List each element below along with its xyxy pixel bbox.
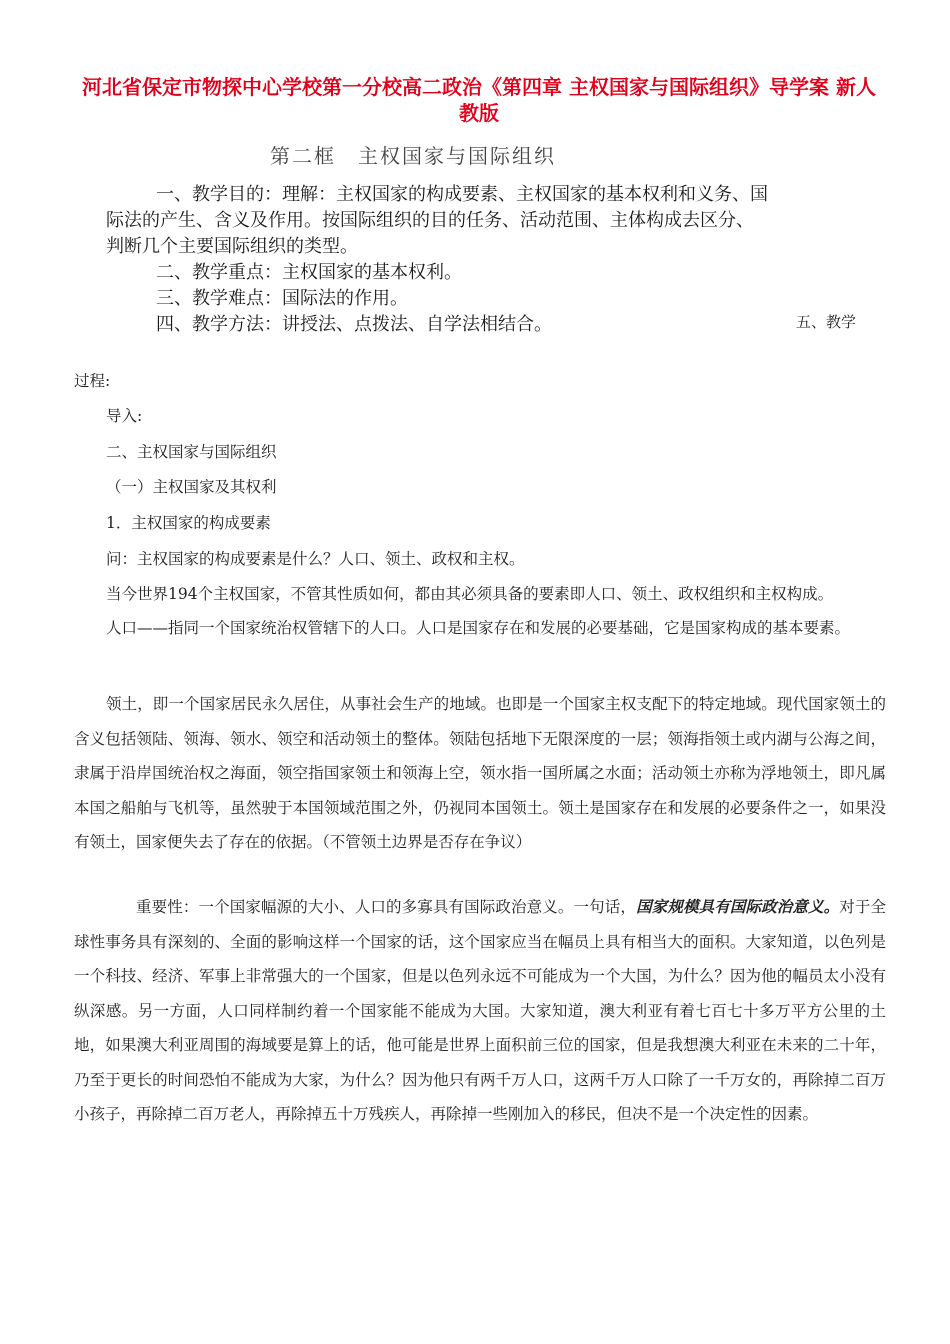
- scanned-objectives-block: [100, 134, 860, 344]
- world-states-line: 当今世界194个主权国家，不管其性质如何，都由其必须具备的要素即人口、领土、政权组织和主权构成。: [106, 585, 834, 603]
- objective-line: 一、教学目的：理解：主权国家的构成要素、主权国家的基本权利和义务、国: [156, 184, 768, 205]
- objective-line: 际法的产生、含义及作用。按国际组织的目的任务、活动范围、主体构成去区分、: [106, 210, 754, 231]
- difficulty-line: 三、教学难点：国际法的作用。: [156, 288, 408, 309]
- question-line: 问：主权国家的构成要素是什么？人口、领土、政权和主权。: [106, 550, 525, 568]
- section-subtitle: 第二框 主权国家与国际组织: [270, 144, 556, 168]
- importance-paragraph: [74, 890, 886, 1132]
- importance-emphasis: 国家规模具有国际政治意义。: [636, 897, 840, 916]
- importance-lead: 重要性：一个国家幅源的大小、人口的多寡具有国际政治意义。一句话，: [136, 898, 637, 916]
- key-point-line: 二、教学重点：主权国家的基本权利。: [156, 262, 462, 283]
- importance-rest: 对于全球性事务具有深刻的、全面的影响这样一个国家的话，这个国家应当在幅员上具有相当大的面积。大家知道，以色列是一个科技、经济、军事上非常强大的一个国家，但是以色列永远不可能成为一个大国，为什么？因为他的幅员太小没有纵深感。另一方面，人口同样制约着一个国家能不能成为大国。大家知道，澳大利亚有着七百七十多万平方公里的土地，如果澳大利亚周围的海域要是算上的话，他可能是世界上面积前三位的国家，但是我想澳大利亚在未来的二十年，乃至于更长的时间恐怕不能成为大家，为什么？因为他只有两千万人口，这两千万人口除了一千万女的，再除掉二百万小孩子，再除掉二百万老人，再除掉五十万残疾人，再除掉一些刚加入的移民，但决不是一个决定性的因素。: [74, 898, 886, 1123]
- item-heading: 1．主权国家的构成要素: [106, 514, 271, 532]
- document-title: 河北省保定市物探中心学校第一分校高二政治《第四章 主权国家与国际组织》导学案 新人教版: [82, 75, 876, 125]
- intro-label: 导入:: [106, 407, 143, 425]
- territory-paragraph: 领土，即一个国家居民永久居住，从事社会生产的地域。也即是一个国家主权支配下的特定地域。现代国家领土的含义包括领陆、领海、领水、领空和活动领土的整体。领陆包括地下无限深度的一层；领海指领土或内湖与公海之间，隶属于沿岸国统治权之海面，领空指国家领土和领海上空，领水指一国所属之水面；活动领土亦称为浮地领土，即凡属本国之船舶与飞机等，虽然驶于本国领域范围之外，仍视同本国领土。领土是国家存在和发展的必要条件之一，如果没有领土，国家便失去了存在的依据。（不管领土边界是否存在争议）: [74, 695, 886, 851]
- process-heading-end: 过程:: [74, 372, 111, 390]
- subsection-heading: （一）主权国家及其权利: [106, 478, 277, 496]
- population-paragraph: 人口——指同一个国家统治权管辖下的人口。人口是国家存在和发展的必要基础，它是国家构成的基本要素。: [106, 619, 851, 637]
- method-line: 四、教学方法：讲授法、点拨法、自学法相结合。: [156, 314, 552, 335]
- objective-line: 判断几个主要国际组织的类型。: [106, 236, 358, 257]
- section-heading: 二、主权国家与国际组织: [106, 443, 277, 461]
- process-heading-start: 五、教学: [796, 313, 857, 331]
